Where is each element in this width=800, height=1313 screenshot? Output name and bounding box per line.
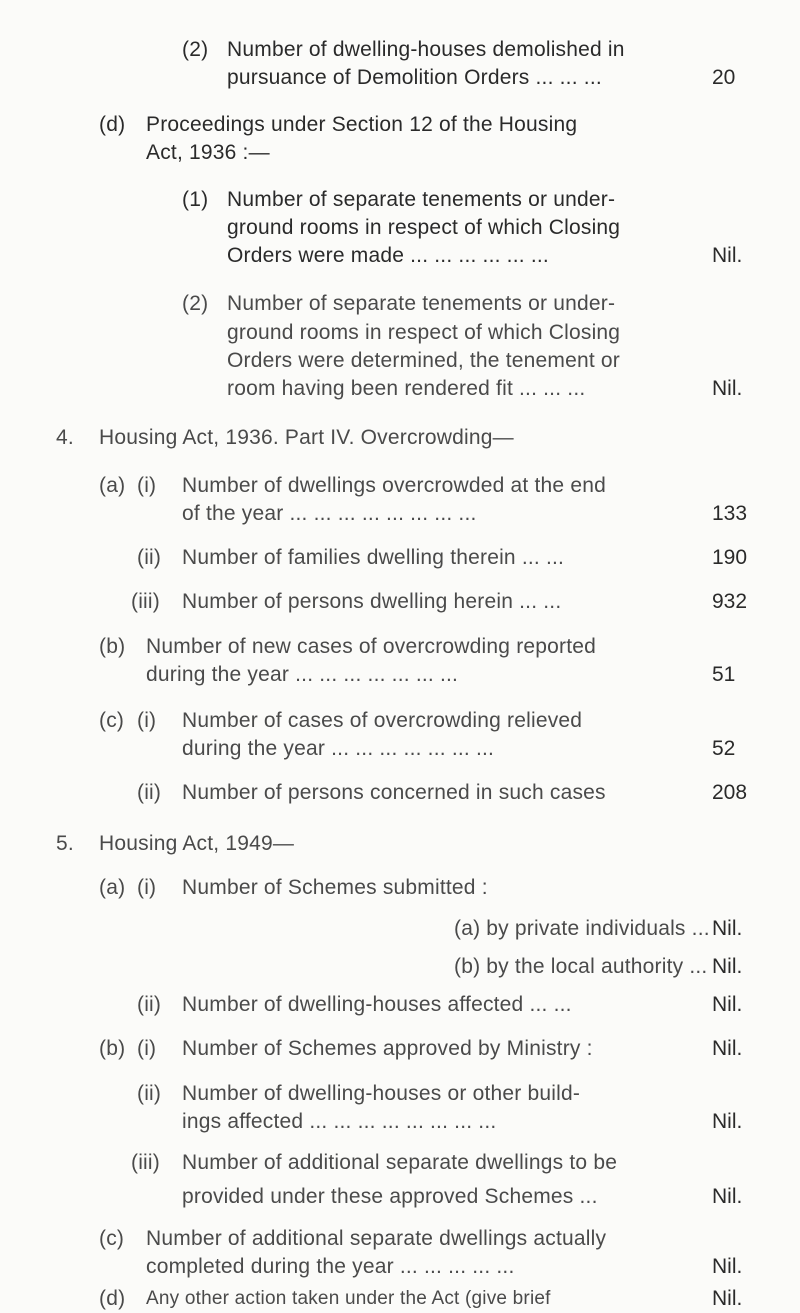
item-text: Number of separate tenements or under- bbox=[227, 188, 616, 211]
item-value: Nil. bbox=[712, 1037, 743, 1060]
item-marker: (i) bbox=[137, 876, 157, 899]
item-value: 51 bbox=[712, 663, 736, 686]
item-text: provided under these approved Schemes ... bbox=[182, 1185, 598, 1208]
item-text: Number of Schemes submitted : bbox=[182, 876, 488, 899]
item-text: during the year ... ... ... ... ... ... ... bbox=[146, 663, 459, 686]
item-text: Number of separate tenements or under- bbox=[227, 292, 616, 315]
item-text: during the year ... ... ... ... ... ... ... bbox=[182, 737, 495, 760]
item-text: Number of families dwelling therein ... ... bbox=[182, 546, 565, 569]
item-text: Number of cases of overcrowding relieved bbox=[182, 709, 583, 732]
item-text: Number of dwellings overcrowded at the end bbox=[182, 474, 606, 497]
item-text: (b) by the local authority ... bbox=[454, 955, 708, 978]
item-text: Number of persons concerned in such cases bbox=[182, 781, 606, 804]
item-text: pursuance of Demolition Orders ... ... ... bbox=[227, 66, 602, 89]
item-text: Number of dwelling-houses demolished in bbox=[227, 38, 625, 61]
item-text: (a) by private individuals ... bbox=[454, 917, 710, 940]
item-value: Nil. bbox=[712, 917, 743, 940]
item-value: Nil. bbox=[712, 993, 743, 1016]
item-text: of the year ... ... ... ... ... ... ... ... bbox=[182, 502, 477, 525]
item-value: Nil. bbox=[712, 1110, 743, 1133]
item-marker: (i) bbox=[137, 474, 157, 497]
item-marker: (a) bbox=[99, 876, 126, 899]
item-value: Nil. bbox=[712, 1185, 743, 1208]
item-value: 52 bbox=[712, 737, 736, 760]
item-value: Nil. bbox=[712, 1287, 743, 1310]
item-value: 932 bbox=[712, 590, 748, 613]
section-number: 5. bbox=[56, 832, 74, 855]
item-text: Number of dwelling-houses affected ... ... bbox=[182, 993, 572, 1016]
item-text: Number of additional separate dwellings actually bbox=[146, 1227, 607, 1250]
item-marker: (c) bbox=[99, 1227, 125, 1250]
item-text: Any other action taken under the Act (give brief bbox=[146, 1288, 551, 1309]
item-value: Nil. bbox=[712, 1255, 743, 1278]
item-value: Nil. bbox=[712, 377, 743, 400]
item-marker: (2) bbox=[182, 292, 209, 315]
item-text: Number of new cases of overcrowding reported bbox=[146, 635, 597, 658]
item-text: Number of persons dwelling herein ... ... bbox=[182, 590, 562, 613]
item-text: completed during the year ... ... ... ... ... bbox=[146, 1255, 515, 1278]
item-value: Nil. bbox=[712, 244, 743, 267]
item-text: Orders were determined, the tenement or bbox=[227, 349, 620, 372]
item-text: Proceedings under Section 12 of the Housing bbox=[146, 113, 578, 136]
item-marker: (ii) bbox=[137, 993, 162, 1016]
item-marker: (iii) bbox=[131, 1151, 160, 1174]
item-marker: (c) bbox=[99, 709, 125, 732]
item-value: 208 bbox=[712, 781, 748, 804]
item-marker: (iii) bbox=[131, 590, 160, 613]
item-text: ground rooms in respect of which Closing bbox=[227, 216, 621, 239]
section-title: Housing Act, 1936. Part IV. Overcrowding— bbox=[99, 426, 514, 449]
item-marker: (i) bbox=[137, 1037, 157, 1060]
section-number: 4. bbox=[56, 426, 74, 449]
item-marker: (ii) bbox=[137, 546, 162, 569]
item-text: Number of dwelling-houses or other build- bbox=[182, 1082, 581, 1105]
item-value: 190 bbox=[712, 546, 748, 569]
item-marker: (b) bbox=[99, 1037, 126, 1060]
section-title: Housing Act, 1949— bbox=[99, 832, 295, 855]
item-marker: (d) bbox=[99, 1287, 126, 1310]
item-marker: (d) bbox=[99, 113, 126, 136]
item-marker: (ii) bbox=[137, 1082, 162, 1105]
item-text: Act, 1936 :— bbox=[146, 141, 270, 164]
item-text: ground rooms in respect of which Closing bbox=[227, 321, 621, 344]
item-text: ings affected ... ... ... ... ... ... ... ... bbox=[182, 1110, 497, 1133]
item-text: Orders were made ... ... ... ... ... ... bbox=[227, 244, 549, 267]
item-value: 133 bbox=[712, 502, 748, 525]
item-marker: (i) bbox=[137, 709, 157, 732]
item-marker: (b) bbox=[99, 635, 126, 658]
item-text: room having been rendered fit ... ... ... bbox=[227, 377, 586, 400]
item-marker: (2) bbox=[182, 38, 209, 61]
item-value: Nil. bbox=[712, 955, 743, 978]
item-marker: (1) bbox=[182, 188, 209, 211]
item-text: Number of additional separate dwellings to be bbox=[182, 1151, 618, 1174]
item-value: 20 bbox=[712, 66, 736, 89]
item-marker: (a) bbox=[99, 474, 126, 497]
item-text: Number of Schemes approved by Ministry : bbox=[182, 1037, 593, 1060]
item-marker: (ii) bbox=[137, 781, 162, 804]
